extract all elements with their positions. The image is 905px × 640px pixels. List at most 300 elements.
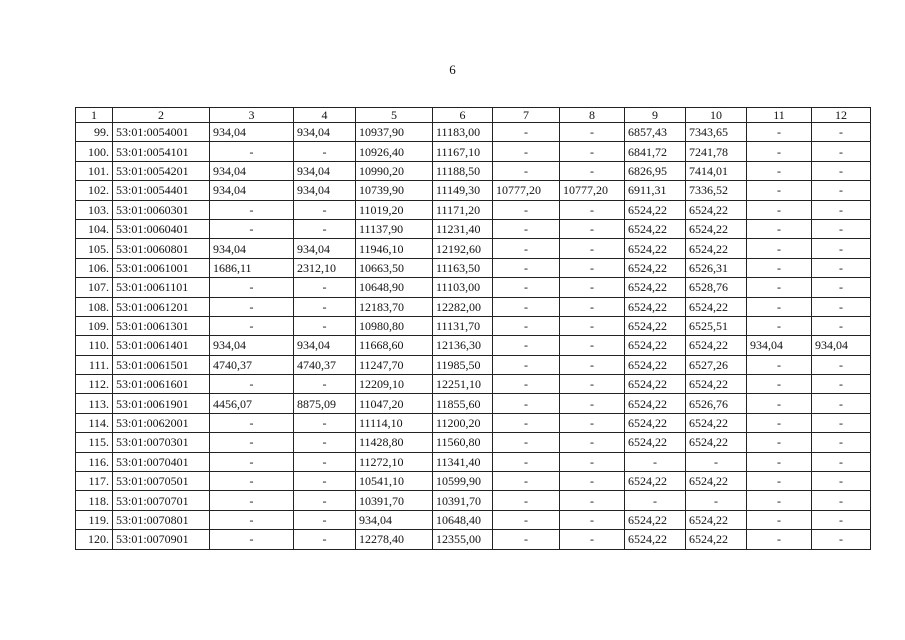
- table-cell: 6524,22: [686, 200, 747, 219]
- column-header-6: 6: [433, 108, 493, 123]
- table-cell: 12278,40: [356, 530, 433, 549]
- table-cell: 10648,90: [356, 278, 433, 297]
- table-cell: 53:01:0070801: [113, 510, 210, 529]
- table-cell: 120.: [76, 530, 113, 549]
- table-cell: -: [294, 491, 356, 510]
- table-row: [76, 413, 871, 432]
- table-cell: 11560,80: [433, 433, 493, 452]
- table-cell: -: [812, 375, 871, 394]
- table-cell: 11855,60: [433, 394, 493, 413]
- table-cell: -: [812, 355, 871, 374]
- table-cell: 106.: [76, 258, 113, 277]
- table-cell: -: [493, 123, 560, 142]
- table-cell: 6911,31: [625, 181, 686, 200]
- column-header-5: 5: [356, 108, 433, 123]
- table-cell: 110.: [76, 336, 113, 355]
- table-cell: -: [747, 375, 812, 394]
- table-row: [76, 472, 871, 491]
- table-cell: -: [493, 219, 560, 238]
- table-cell: 11149,30: [433, 181, 493, 200]
- table-cell: -: [294, 142, 356, 161]
- table-cell: -: [812, 181, 871, 200]
- table-cell: -: [294, 375, 356, 394]
- table-cell: -: [812, 413, 871, 432]
- table-cell: 6841,72: [625, 142, 686, 161]
- table-cell: -: [686, 491, 747, 510]
- table-cell: 6526,76: [686, 394, 747, 413]
- table-cell: 53:01:0070401: [113, 452, 210, 471]
- table-cell: 934,04: [294, 161, 356, 180]
- table-cell: 101.: [76, 161, 113, 180]
- table-cell: 53:01:0054101: [113, 142, 210, 161]
- table-cell: 6525,51: [686, 316, 747, 335]
- table-row: [76, 258, 871, 277]
- table-cell: 6524,22: [625, 510, 686, 529]
- table-row: [76, 394, 871, 413]
- table-cell: -: [560, 278, 625, 297]
- table-cell: 114.: [76, 413, 113, 432]
- table-row: [76, 452, 871, 471]
- table-cell: 7414,01: [686, 161, 747, 180]
- table-cell: 11171,20: [433, 200, 493, 219]
- table-cell: 6526,31: [686, 258, 747, 277]
- table-cell: -: [560, 316, 625, 335]
- table-cell: 10739,90: [356, 181, 433, 200]
- table-cell: -: [747, 530, 812, 549]
- table-cell: -: [560, 394, 625, 413]
- table-cell: 12282,00: [433, 297, 493, 316]
- table-cell: 99.: [76, 123, 113, 142]
- table-cell: 11188,50: [433, 161, 493, 180]
- table-cell: -: [747, 142, 812, 161]
- page-number: 6: [449, 62, 456, 77]
- table-cell: -: [493, 452, 560, 471]
- table-cell: -: [560, 413, 625, 432]
- table-cell: -: [294, 278, 356, 297]
- table-cell: -: [210, 219, 294, 238]
- table-cell: 11103,00: [433, 278, 493, 297]
- table-cell: 934,04: [294, 123, 356, 142]
- table-cell: 11946,10: [356, 239, 433, 258]
- table-cell: -: [560, 239, 625, 258]
- table-cell: 934,04: [294, 336, 356, 355]
- table-cell: 11200,20: [433, 413, 493, 432]
- table-cell: 6528,76: [686, 278, 747, 297]
- table-cell: 11137,90: [356, 219, 433, 238]
- table-cell: -: [747, 433, 812, 452]
- table-cell: 934,04: [210, 161, 294, 180]
- table-cell: -: [210, 530, 294, 549]
- table-cell: -: [812, 491, 871, 510]
- table-cell: -: [294, 472, 356, 491]
- table-cell: 934,04: [294, 239, 356, 258]
- column-header-7: 7: [493, 108, 560, 123]
- table-cell: 53:01:0060301: [113, 200, 210, 219]
- table-cell: -: [747, 239, 812, 258]
- table-cell: -: [210, 278, 294, 297]
- table-cell: 11183,00: [433, 123, 493, 142]
- table-cell: 11047,20: [356, 394, 433, 413]
- table-cell: 6524,22: [625, 297, 686, 316]
- table-cell: -: [294, 433, 356, 452]
- table-cell: -: [812, 142, 871, 161]
- table-cell: 11114,10: [356, 413, 433, 432]
- table-cell: 6524,22: [625, 336, 686, 355]
- table-cell: -: [560, 491, 625, 510]
- table-row: [76, 142, 871, 161]
- table-cell: 934,04: [747, 336, 812, 355]
- table-cell: 934,04: [210, 181, 294, 200]
- table-cell: -: [294, 530, 356, 549]
- table-cell: -: [560, 433, 625, 452]
- table-cell: -: [747, 278, 812, 297]
- table-row: [76, 181, 871, 200]
- table-cell: -: [812, 278, 871, 297]
- table-cell: -: [812, 123, 871, 142]
- table-cell: 12183,70: [356, 297, 433, 316]
- table-cell: -: [560, 161, 625, 180]
- table-cell: -: [747, 413, 812, 432]
- table-cell: 12136,30: [433, 336, 493, 355]
- table-cell: -: [210, 510, 294, 529]
- table-cell: 109.: [76, 316, 113, 335]
- table-cell: 53:01:0054201: [113, 161, 210, 180]
- table-cell: -: [812, 316, 871, 335]
- table-row: [76, 433, 871, 452]
- table-row: [76, 297, 871, 316]
- table-cell: -: [812, 161, 871, 180]
- table-cell: -: [625, 452, 686, 471]
- table-cell: -: [747, 123, 812, 142]
- column-header-9: 9: [625, 108, 686, 123]
- table-cell: 53:01:0061201: [113, 297, 210, 316]
- table-cell: 10937,90: [356, 123, 433, 142]
- table-cell: 6524,22: [625, 433, 686, 452]
- table-cell: 53:01:0060401: [113, 219, 210, 238]
- table-cell: -: [493, 297, 560, 316]
- table-cell: -: [493, 375, 560, 394]
- table-cell: -: [493, 258, 560, 277]
- table-cell: 6524,22: [625, 316, 686, 335]
- table-cell: 118.: [76, 491, 113, 510]
- table-cell: 53:01:0070301: [113, 433, 210, 452]
- table-row: [76, 161, 871, 180]
- table-cell: 6826,95: [625, 161, 686, 180]
- table-cell: 6524,22: [625, 278, 686, 297]
- column-header-4: 4: [294, 108, 356, 123]
- table-cell: -: [812, 472, 871, 491]
- table-cell: 6527,26: [686, 355, 747, 374]
- table-cell: 4740,37: [294, 355, 356, 374]
- table-row: [76, 375, 871, 394]
- table-cell: 11341,40: [433, 452, 493, 471]
- table-cell: -: [294, 316, 356, 335]
- table-cell: 11019,20: [356, 200, 433, 219]
- table-cell: -: [560, 336, 625, 355]
- table-cell: 10599,90: [433, 472, 493, 491]
- table-cell: -: [210, 472, 294, 491]
- table-cell: -: [210, 200, 294, 219]
- table-cell: 11272,10: [356, 452, 433, 471]
- table-cell: 53:01:0061101: [113, 278, 210, 297]
- table-cell: 53:01:0070701: [113, 491, 210, 510]
- table-cell: 7343,65: [686, 123, 747, 142]
- table-cell: 10990,20: [356, 161, 433, 180]
- table-cell: -: [493, 394, 560, 413]
- table-cell: -: [493, 142, 560, 161]
- table-cell: 10777,20: [493, 181, 560, 200]
- table-cell: 6524,22: [625, 413, 686, 432]
- table-cell: 100.: [76, 142, 113, 161]
- table-body: [76, 123, 871, 550]
- table-cell: 53:01:0061301: [113, 316, 210, 335]
- table-row: [76, 239, 871, 258]
- table-cell: 6524,22: [625, 375, 686, 394]
- table-cell: -: [493, 491, 560, 510]
- table-cell: -: [747, 161, 812, 180]
- table-cell: -: [747, 510, 812, 529]
- table-cell: -: [560, 123, 625, 142]
- table-cell: 10926,40: [356, 142, 433, 161]
- table-row: [76, 219, 871, 238]
- table-cell: 10391,70: [356, 491, 433, 510]
- table-cell: 12251,10: [433, 375, 493, 394]
- table-cell: -: [493, 161, 560, 180]
- table-cell: 116.: [76, 452, 113, 471]
- column-header-12: 12: [812, 108, 871, 123]
- table-row: [76, 530, 871, 549]
- table-cell: 53:01:0061901: [113, 394, 210, 413]
- table-cell: -: [493, 433, 560, 452]
- table-cell: -: [560, 375, 625, 394]
- table-row: [76, 510, 871, 529]
- table-cell: 53:01:0061501: [113, 355, 210, 374]
- table-cell: -: [812, 239, 871, 258]
- table-cell: -: [812, 258, 871, 277]
- table-cell: -: [493, 472, 560, 491]
- table-cell: -: [747, 219, 812, 238]
- table-cell: 10777,20: [560, 181, 625, 200]
- table-cell: 6524,22: [686, 239, 747, 258]
- table-cell: -: [294, 200, 356, 219]
- table-cell: -: [210, 491, 294, 510]
- table-cell: 934,04: [210, 336, 294, 355]
- table-cell: 11985,50: [433, 355, 493, 374]
- table-cell: -: [560, 452, 625, 471]
- table-cell: 6524,22: [686, 297, 747, 316]
- table-cell: 6524,22: [625, 394, 686, 413]
- table-cell: 12192,60: [433, 239, 493, 258]
- table-row: [76, 355, 871, 374]
- table-cell: 115.: [76, 433, 113, 452]
- table-cell: -: [560, 142, 625, 161]
- table-cell: -: [210, 297, 294, 316]
- table-cell: 6524,22: [686, 433, 747, 452]
- table-cell: 6524,22: [625, 355, 686, 374]
- table-cell: 6524,22: [625, 239, 686, 258]
- table-cell: -: [812, 394, 871, 413]
- table-cell: 6524,22: [686, 472, 747, 491]
- table-cell: -: [747, 355, 812, 374]
- table-cell: -: [493, 336, 560, 355]
- table-cell: 1686,11: [210, 258, 294, 277]
- table-cell: -: [812, 452, 871, 471]
- table-cell: 7241,78: [686, 142, 747, 161]
- table-cell: -: [747, 491, 812, 510]
- table-cell: -: [210, 142, 294, 161]
- table-cell: 104.: [76, 219, 113, 238]
- table-cell: 10980,80: [356, 316, 433, 335]
- table-cell: -: [812, 510, 871, 529]
- table-cell: 4740,37: [210, 355, 294, 374]
- table-cell: -: [560, 258, 625, 277]
- table-cell: 6524,22: [625, 200, 686, 219]
- table-cell: -: [294, 297, 356, 316]
- table-cell: -: [294, 219, 356, 238]
- table-cell: 11428,80: [356, 433, 433, 452]
- table-cell: 10663,50: [356, 258, 433, 277]
- table-cell: 6524,22: [625, 258, 686, 277]
- table-cell: 11247,70: [356, 355, 433, 374]
- table-cell: 11231,40: [433, 219, 493, 238]
- column-header-10: 10: [686, 108, 747, 123]
- table-cell: 6524,22: [625, 219, 686, 238]
- table-cell: 4456,07: [210, 394, 294, 413]
- table-cell: 6524,22: [686, 413, 747, 432]
- table-cell: 934,04: [210, 239, 294, 258]
- table-cell: -: [493, 200, 560, 219]
- table-cell: 10648,40: [433, 510, 493, 529]
- table-cell: 53:01:0062001: [113, 413, 210, 432]
- table-cell: 10541,10: [356, 472, 433, 491]
- table-cell: 103.: [76, 200, 113, 219]
- table-row: [76, 336, 871, 355]
- table-cell: -: [294, 452, 356, 471]
- table-cell: -: [560, 530, 625, 549]
- table-cell: 53:01:0061601: [113, 375, 210, 394]
- table-cell: 53:01:0061401: [113, 336, 210, 355]
- table-cell: 107.: [76, 278, 113, 297]
- table-cell: -: [812, 297, 871, 316]
- table-cell: 2312,10: [294, 258, 356, 277]
- table-cell: -: [493, 316, 560, 335]
- table-cell: 112.: [76, 375, 113, 394]
- table-cell: 113.: [76, 394, 113, 413]
- table-cell: -: [812, 219, 871, 238]
- table-cell: 7336,52: [686, 181, 747, 200]
- table-cell: -: [294, 413, 356, 432]
- table-cell: 117.: [76, 472, 113, 491]
- table-cell: 6524,22: [686, 530, 747, 549]
- table-cell: 53:01:0060801: [113, 239, 210, 258]
- table-cell: -: [812, 200, 871, 219]
- table-cell: -: [747, 181, 812, 200]
- table-cell: 102.: [76, 181, 113, 200]
- table-row: [76, 123, 871, 142]
- table-cell: 934,04: [294, 181, 356, 200]
- table-cell: -: [747, 394, 812, 413]
- table-cell: 6524,22: [625, 472, 686, 491]
- table-cell: -: [747, 472, 812, 491]
- column-header-3: 3: [210, 108, 294, 123]
- table-cell: 6524,22: [686, 336, 747, 355]
- table-cell: -: [560, 297, 625, 316]
- table-cell: -: [493, 510, 560, 529]
- table-cell: 119.: [76, 510, 113, 529]
- column-header-2: 2: [113, 108, 210, 123]
- table-cell: 8875,09: [294, 394, 356, 413]
- table-cell: -: [747, 297, 812, 316]
- table-cell: 11668,60: [356, 336, 433, 355]
- table-cell: -: [210, 413, 294, 432]
- table-cell: -: [812, 433, 871, 452]
- table-cell: -: [747, 258, 812, 277]
- table-cell: 53:01:0054401: [113, 181, 210, 200]
- table-cell: -: [560, 510, 625, 529]
- table-cell: 53:01:0070901: [113, 530, 210, 549]
- table-cell: 6524,22: [686, 375, 747, 394]
- table-cell: 6524,22: [686, 219, 747, 238]
- table-cell: -: [210, 452, 294, 471]
- table-cell: -: [493, 355, 560, 374]
- table-cell: 934,04: [356, 510, 433, 529]
- table-header-row: [76, 108, 871, 123]
- table-cell: -: [493, 239, 560, 258]
- table-cell: -: [560, 472, 625, 491]
- column-header-11: 11: [747, 108, 812, 123]
- table-cell: -: [493, 278, 560, 297]
- table-cell: -: [560, 219, 625, 238]
- table-cell: 53:01:0070501: [113, 472, 210, 491]
- table-cell: 10391,70: [433, 491, 493, 510]
- table-cell: 108.: [76, 297, 113, 316]
- table-cell: 11131,70: [433, 316, 493, 335]
- table-cell: -: [747, 452, 812, 471]
- table-cell: -: [747, 200, 812, 219]
- column-header-1: 1: [76, 108, 113, 123]
- table-cell: -: [210, 316, 294, 335]
- table-cell: -: [560, 355, 625, 374]
- table-row: [76, 200, 871, 219]
- table-cell: -: [686, 452, 747, 471]
- table-cell: -: [560, 200, 625, 219]
- table-cell: -: [812, 530, 871, 549]
- table-cell: -: [210, 433, 294, 452]
- table-cell: 6524,22: [625, 530, 686, 549]
- table-cell: 53:01:0061001: [113, 258, 210, 277]
- table-row: [76, 278, 871, 297]
- table-cell: 11167,10: [433, 142, 493, 161]
- table-cell: -: [210, 375, 294, 394]
- table-cell: 6857,43: [625, 123, 686, 142]
- table-cell: 934,04: [210, 123, 294, 142]
- table-cell: -: [493, 530, 560, 549]
- table-cell: 105.: [76, 239, 113, 258]
- table-cell: -: [493, 413, 560, 432]
- table-cell: 12209,10: [356, 375, 433, 394]
- table-cell: 12355,00: [433, 530, 493, 549]
- table-cell: 11163,50: [433, 258, 493, 277]
- table-cell: 53:01:0054001: [113, 123, 210, 142]
- table-cell: 934,04: [812, 336, 871, 355]
- table-cell: 6524,22: [686, 510, 747, 529]
- table-cell: 111.: [76, 355, 113, 374]
- column-header-8: 8: [560, 108, 625, 123]
- table-cell: -: [747, 316, 812, 335]
- table-row: [76, 491, 871, 510]
- table-row: [76, 316, 871, 335]
- data-table: [75, 107, 871, 550]
